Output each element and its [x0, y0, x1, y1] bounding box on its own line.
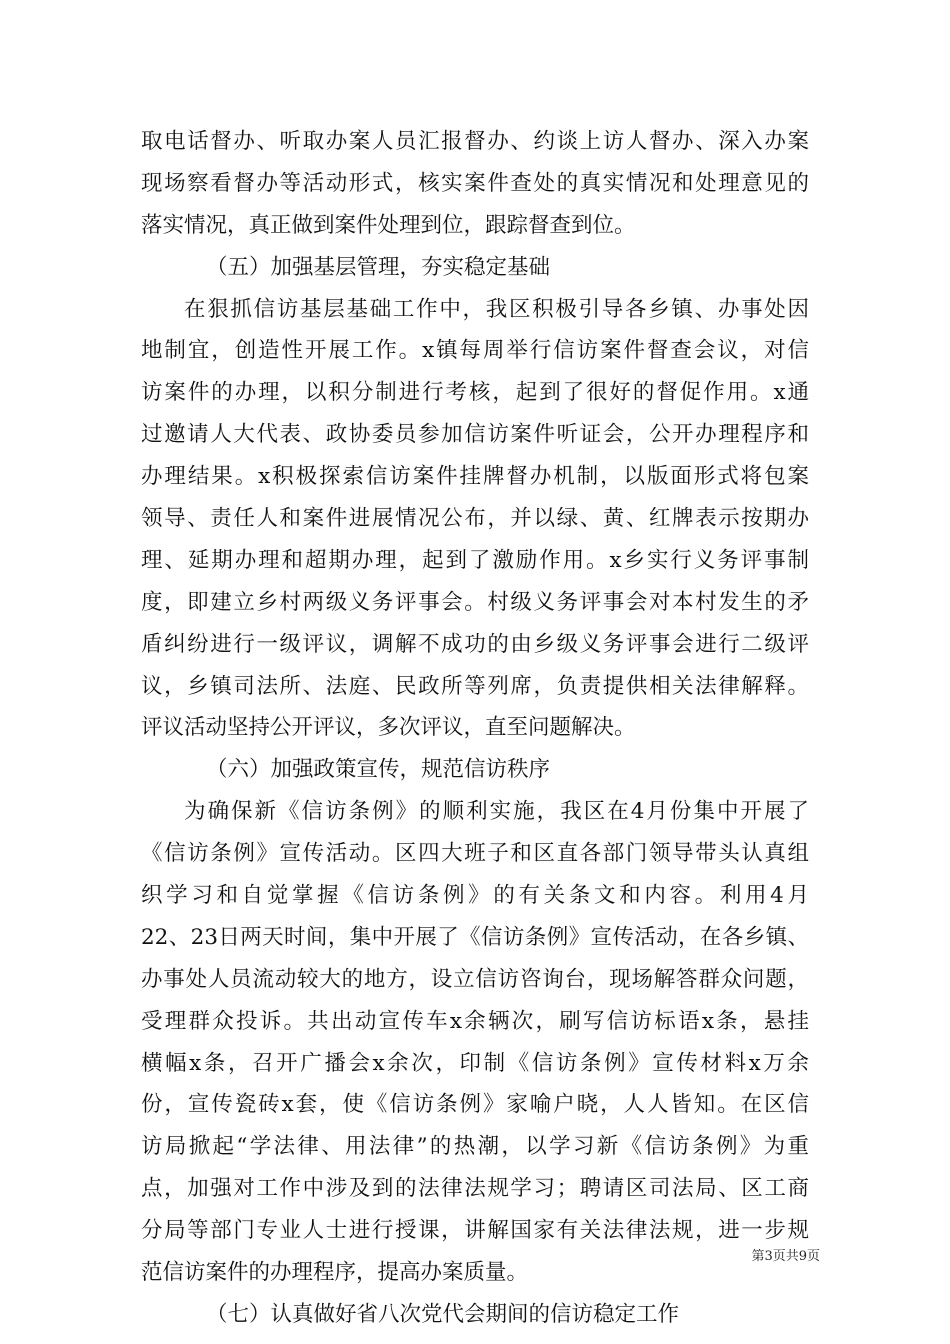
text-line: 理、延期办理和超期办理，起到了激励作用。x乡实行义务评事制	[141, 547, 809, 573]
text-line: 分局等部门专业人士进行授课，讲解国家有关法律法规，进一步规	[141, 1218, 809, 1244]
text-line: 过邀请人大代表、政协委员参加信访案件听证会，公开办理程序和	[141, 422, 809, 448]
text-line: 《信访条例》宣传活动。区四大班子和区直各部门领导带头认真组	[141, 841, 809, 867]
text-line: 现场察看督办等活动形式，核实案件查处的真实情况和处理意见的	[141, 170, 809, 196]
section-heading-5: （五）加强基层管理，夯实稳定基础	[206, 254, 551, 280]
text-line: 点，加强对工作中涉及到的法律法规学习；聘请区司法局、区工商	[141, 1176, 809, 1202]
text-line: 评议活动坚持公开评议，多次评议，直至问题解决。	[141, 715, 636, 741]
text-line: 份，宣传瓷砖x套，使《信访条例》家喻户晓，人人皆知。在区信	[141, 1092, 809, 1118]
page-number: 第3页共9页	[751, 1249, 820, 1264]
text-line: 地制宜，创造性开展工作。x镇每周举行信访案件督查会议，对信	[141, 338, 809, 364]
text-line: 为确保新《信访条例》的顺利实施，我区在4月份集中开展了	[184, 799, 809, 825]
text-line: 访案件的办理，以积分制进行考核，起到了很好的督促作用。x通	[141, 380, 809, 406]
text-line: 受理群众投诉。共出动宣传车x余辆次，刷写信访标语x条，悬挂	[141, 1008, 809, 1034]
text-line: 织学习和自觉掌握《信访条例》的有关条文和内容。利用4月	[141, 883, 809, 909]
text-line: 访局掀起“学法律、用法律”的热潮，以学习新《信访条例》为重	[141, 1134, 809, 1160]
text-line: 22、23日两天时间，集中开展了《信访条例》宣传活动，在各乡镇、	[141, 924, 809, 950]
text-line: 度，即建立乡村两级义务评事会。村级义务评事会对本村发生的矛	[141, 589, 809, 615]
section-heading-6: （六）加强政策宣传，规范信访秩序	[206, 757, 551, 783]
document-body	[141, 121, 809, 1336]
text-line: 议，乡镇司法所、法庭、民政所等列席，负责提供相关法律解释。	[141, 673, 809, 699]
text-line: 范信访案件的办理程序，提高办案质量。	[141, 1260, 529, 1286]
text-line: 在狠抓信访基层基础工作中，我区积极引导各乡镇、办事处因	[184, 296, 809, 322]
text-line: 领导、责任人和案件进展情况公布，并以绿、黄、红牌表示按期办	[141, 506, 809, 532]
text-line: 取电话督办、听取办案人员汇报督办、约谈上访人督办、深入办案	[141, 129, 809, 154]
text-line: 横幅x条，召开广播会x余次，印制《信访条例》宣传材料x万余	[141, 1050, 809, 1076]
section-heading-7: （七）认真做好省八次党代会期间的信访稳定工作	[206, 1301, 680, 1327]
text-line: 办事处人员流动较大的地方，设立信访咨询台，现场解答群众问题，	[141, 966, 809, 992]
text-line: 落实情况，真正做到案件处理到位，跟踪督查到位。	[141, 212, 636, 238]
text-line: 办理结果。x积极探索信访案件挂牌督办机制，以版面形式将包案	[141, 464, 809, 490]
text-line: 盾纠纷进行一级评议，调解不成功的由乡级义务评事会进行二级评	[141, 631, 809, 657]
